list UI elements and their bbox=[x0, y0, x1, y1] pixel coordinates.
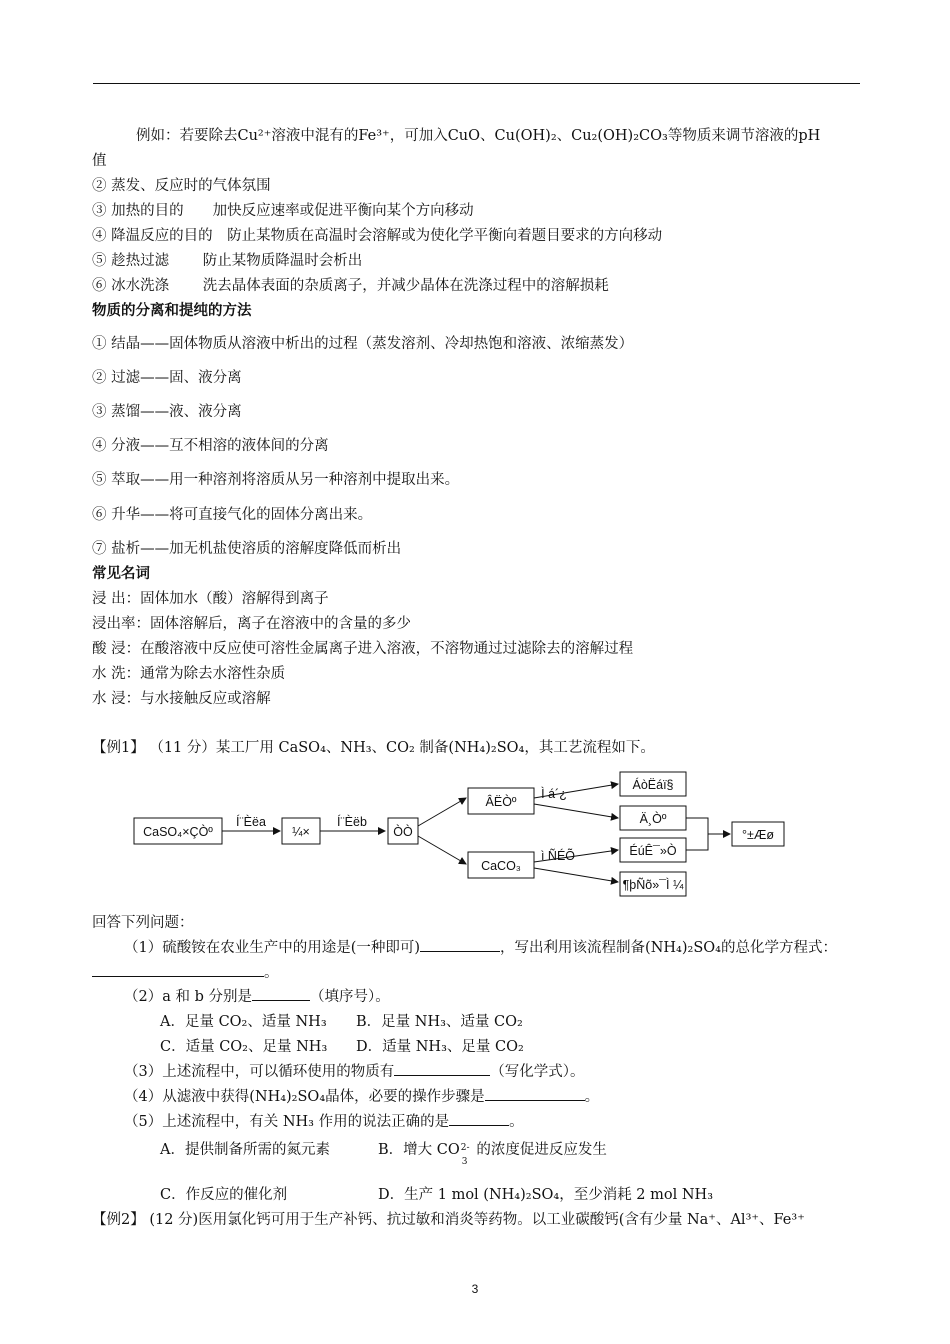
item-6: ⑥ 冰水洗涤 洗去晶体表面的杂质离子，并减少晶体在洗涤过程中的溶解损耗 bbox=[92, 278, 609, 294]
question-4: （4）从滤液中获得(NH₄)₂SO₄晶体，必要的操作步骤是 。 bbox=[124, 1086, 599, 1107]
term-3: 酸 浸：在酸溶液中反应使可溶性金属离子进入溶液，不溶物通过过滤除去的溶解过程 bbox=[92, 641, 634, 657]
questions-intro: 回答下列问题： bbox=[92, 915, 194, 931]
answer-blank-1a[interactable] bbox=[420, 937, 500, 952]
item-2: ② 蒸发、反应时的气体氛围 bbox=[92, 178, 271, 194]
process-flow-diagram bbox=[130, 768, 790, 898]
header-rule bbox=[93, 83, 860, 84]
label-a: Í¨Èëa bbox=[236, 815, 266, 829]
method-7: ⑦ 盐析——加无机盐使溶质的溶解度降低而析出 bbox=[92, 541, 402, 557]
option-5a: A．提供制备所需的氮元素 bbox=[160, 1142, 330, 1158]
answer-blank-1b[interactable] bbox=[92, 962, 264, 977]
item-4: ④ 降温反应的目的 防止某物质在高温时会溶解或为使化学平衡向着题目要求的方向移动 bbox=[92, 228, 663, 244]
option-2c: C．适量 CO₂、足量 NH₃ bbox=[160, 1039, 328, 1055]
node-yi-label: ÒÒ bbox=[393, 825, 413, 839]
term-5: 水 浸：与水接触反应或溶解 bbox=[92, 691, 271, 707]
label-purify: Ì á´¿ bbox=[541, 787, 567, 801]
node-filtrate-label: ÂËÒº bbox=[485, 795, 517, 809]
term-1: 浸 出：固体加水（酸）溶解得到离子 bbox=[92, 591, 329, 607]
para-example-cont: 值 bbox=[92, 153, 107, 169]
answer-blank-3[interactable] bbox=[394, 1061, 490, 1076]
node-ammonia-label: °±Æø bbox=[742, 828, 774, 842]
method-4: ④ 分液——互不相溶的液体间的分离 bbox=[92, 438, 329, 454]
node-co2-label: ¶þÑõ»¯Ì ¼ bbox=[622, 878, 684, 892]
option-2a: A．足量 CO₂、适量 NH₃ bbox=[160, 1014, 327, 1030]
method-3: ③ 蒸馏——液、液分离 bbox=[92, 404, 242, 420]
node-quicklime-label: ÉúÊ¯»Ò bbox=[629, 844, 677, 858]
para-example: 例如：若要除去Cu²⁺溶液中混有的Fe³⁺，可加入CuO、Cu(OH)₂、Cu₂(OH)₂CO₃等物质来调节溶液的pH bbox=[136, 128, 821, 144]
method-2: ② 过滤——固、液分离 bbox=[92, 370, 242, 386]
question-5: （5）上述流程中，有关 NH₃ 作用的说法正确的是 。 bbox=[124, 1111, 524, 1132]
node-product-label: ÁòËáï§ bbox=[632, 778, 674, 792]
option-5b: B．增大 CO 2- 3 的浓度促进反应发生 bbox=[378, 1142, 607, 1167]
question-1-cont: 。 bbox=[92, 962, 279, 983]
answer-blank-4[interactable] bbox=[485, 1086, 585, 1101]
node-mother-liquor-label: Ä¸Òº bbox=[639, 812, 667, 826]
item-3: ③ 加热的目的 加快反应速率或促进平衡向某个方向移动 bbox=[92, 203, 474, 219]
node-start-label: CaSO₄×ÇÒº bbox=[143, 825, 213, 839]
label-calcine: ì ÑÉÕ bbox=[540, 849, 576, 863]
heading-separation: 物质的分离和提纯的方法 bbox=[92, 302, 252, 319]
option-5c: C．作反应的催化剂 bbox=[160, 1187, 288, 1203]
node-caco3-label: CaCO₃ bbox=[481, 859, 521, 873]
answer-blank-2[interactable] bbox=[252, 986, 310, 1001]
term-2: 浸出率：固体溶解后，离子在溶液中的含量的多少 bbox=[92, 616, 411, 632]
question-2: （2）a 和 b 分别是 （填序号）。 bbox=[124, 986, 390, 1007]
question-1: （1）硫酸铵在农业生产中的用途是(一种即可) ，写出利用该流程制备(NH₄)₂SO₄的总化学方程式： bbox=[124, 937, 837, 958]
answer-blank-5[interactable] bbox=[449, 1111, 509, 1126]
method-6: ⑥ 升华——将可直接气化的固体分离出来。 bbox=[92, 507, 373, 523]
page-number: 3 bbox=[471, 1282, 479, 1296]
option-2d: D．适量 NH₃、足量 CO₂ bbox=[356, 1039, 524, 1055]
term-4: 水 洗：通常为除去水溶性杂质 bbox=[92, 666, 286, 682]
heading-terms: 常见名词 bbox=[92, 565, 150, 582]
example-2-title: 【例2】 (12 分)医用氯化钙可用于生产补钙、抗过敏和消炎等药物。以工业碳酸钙(含有少量 Na⁺、Al³⁺、Fe³⁺ bbox=[92, 1212, 805, 1228]
question-3: （3）上述流程中，可以循环使用的物质有 （写化学式）。 bbox=[124, 1061, 584, 1082]
item-5: ⑤ 趁热过滤 防止某物质降温时会析出 bbox=[92, 253, 363, 269]
label-b: Í¨Èëb bbox=[337, 815, 367, 829]
option-5d: D．生产 1 mol (NH₄)₂SO₄，至少消耗 2 mol NH₃ bbox=[378, 1187, 714, 1203]
method-5: ⑤ 萃取——用一种溶剂将溶质从另一种溶剂中提取出来。 bbox=[92, 472, 460, 488]
carbonate-charge: 2- 3 bbox=[460, 1143, 470, 1167]
method-1: ① 结晶——固体物质从溶液中析出的过程（蒸发溶剂、冷却热饱和溶液、浓缩蒸发） bbox=[92, 336, 634, 352]
node-jia-label: ¼× bbox=[292, 825, 310, 839]
option-2b: B．足量 NH₃、适量 CO₂ bbox=[356, 1014, 523, 1030]
example-1-title: 【例1】 （11 分）某工厂用 CaSO₄、NH₃、CO₂ 制备(NH₄)₂SO₄，其工艺流程如下。 bbox=[92, 740, 655, 756]
